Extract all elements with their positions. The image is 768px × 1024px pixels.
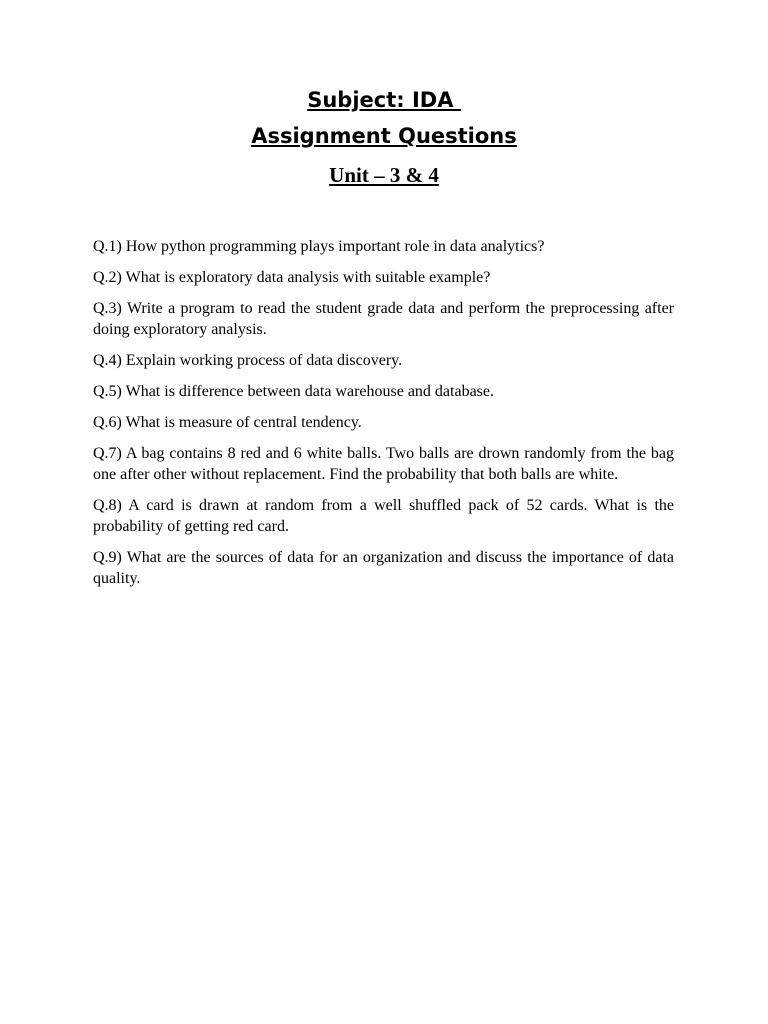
assignment-heading: Assignment Questions xyxy=(251,124,517,148)
question-list xyxy=(93,236,674,599)
question-9: Q.9) What are the sources of data for an organization and discuss the importance of data quality. xyxy=(93,549,674,587)
question-1: Q.1) How python programming plays important role in data analytics? xyxy=(93,238,545,255)
unit-heading: Unit – 3 & 4 xyxy=(329,163,439,187)
question-8: Q.8) A card is drawn at random from a well shuffled pack of 52 cards. What is the probability of getting red card. xyxy=(93,497,674,535)
question-5: Q.5) What is difference between data warehouse and database. xyxy=(93,383,495,400)
question-3: Q.3) Write a program to read the student grade data and perform the preprocessing after doing exploratory analysis. xyxy=(93,300,674,338)
question-2: Q.2) What is exploratory data analysis with suitable example? xyxy=(93,269,491,286)
question-4: Q.4) Explain working process of data discovery. xyxy=(93,352,403,369)
question-7: Q.7) A bag contains 8 red and 6 white balls. Two balls are drown randomly from the bag one after other without replacement. Find the probability that both balls are white. xyxy=(93,445,674,483)
subject-title: Subject: IDA xyxy=(307,88,461,112)
question-6: Q.6) What is measure of central tendency. xyxy=(93,414,362,431)
